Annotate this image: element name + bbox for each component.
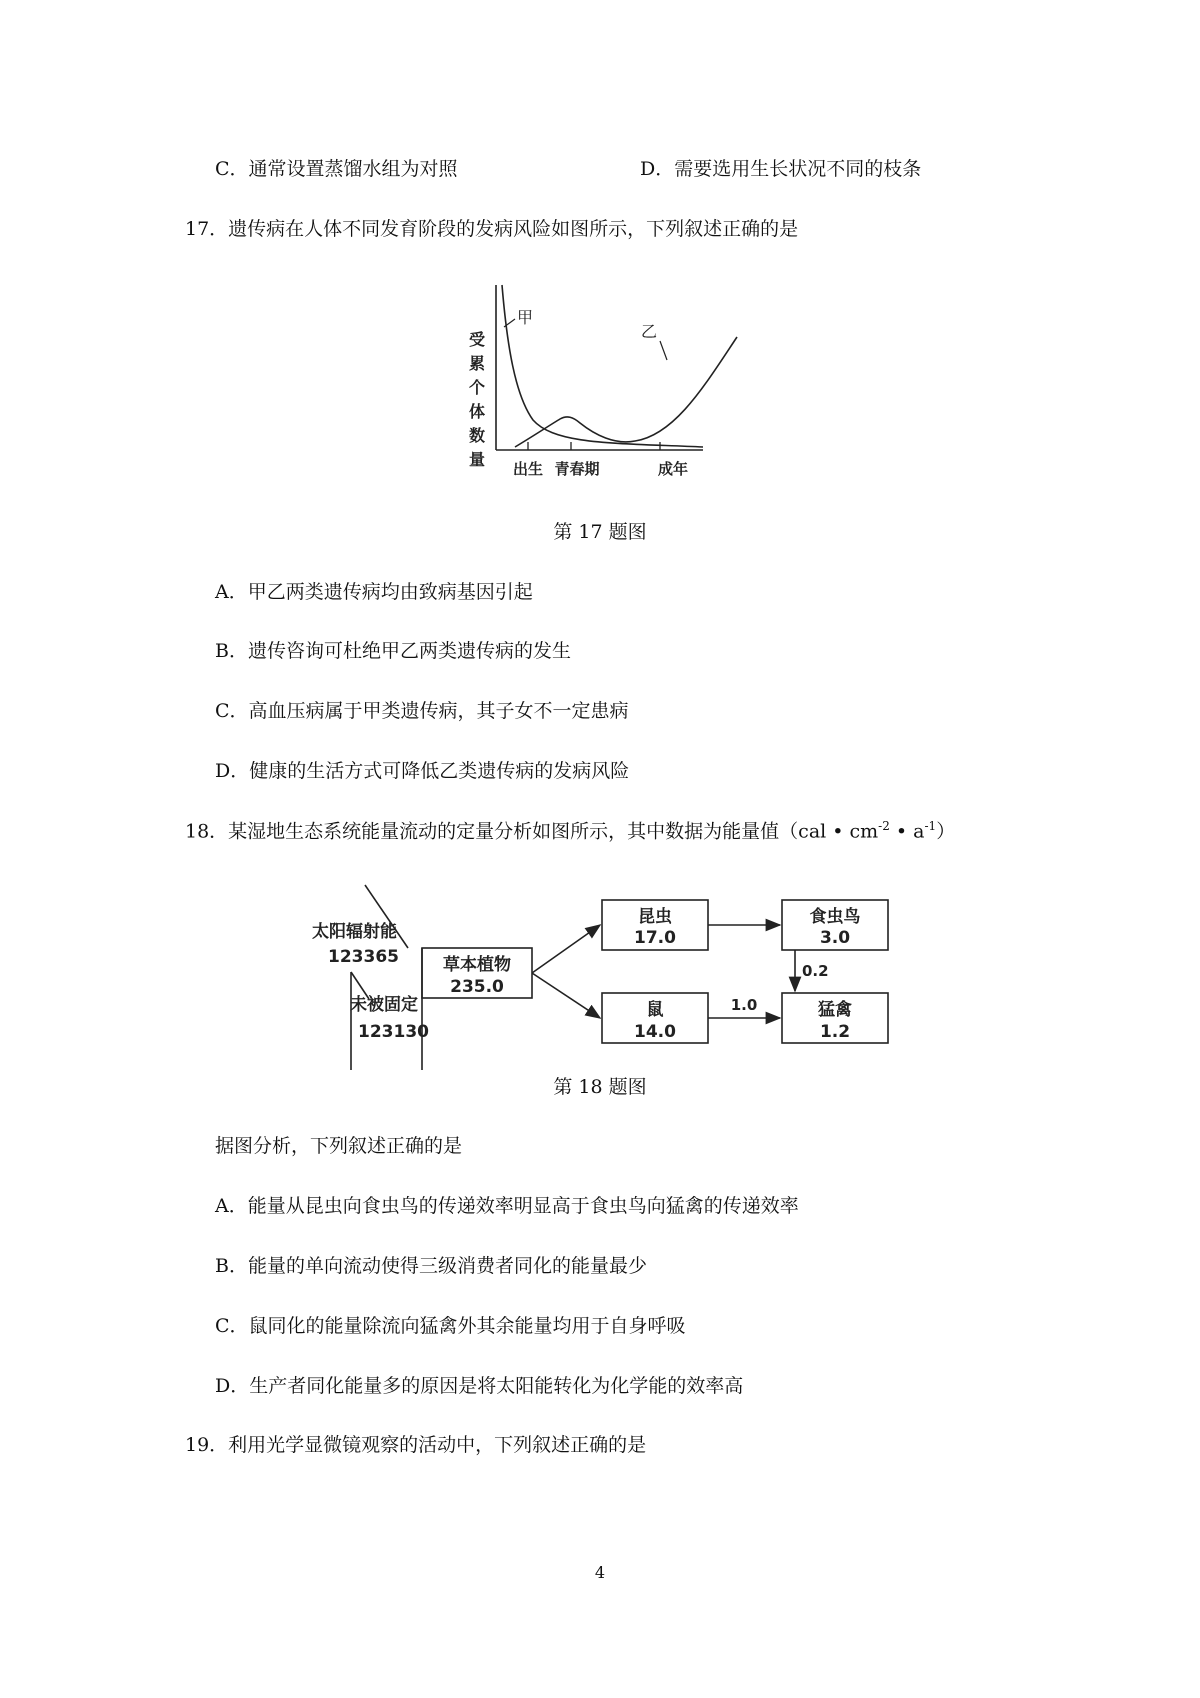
q17-caption: 第 17 题图: [553, 521, 647, 543]
q18-stem-exponent: -2: [878, 819, 890, 833]
q17-option-c: C．高血压病属于甲类遗传病，其子女不一定患病: [215, 700, 629, 722]
q18-stem-unit: • a: [889, 820, 925, 843]
q17-option-b: B．遗传咨询可杜绝甲乙两类遗传病的发生: [215, 640, 571, 662]
q18-option-d: D．生产者同化能量多的原因是将太阳能转化为化学能的效率高: [215, 1375, 744, 1397]
q18-raptor-name: 猛禽: [818, 1000, 852, 1020]
q17-y-label: [469, 330, 485, 469]
q17-ylabel-char: 个: [468, 378, 486, 397]
q18-insect-name: 昆虫: [638, 907, 672, 927]
q18-stem-exponent: -1: [924, 819, 937, 833]
q18-stem-close: ）: [936, 820, 956, 843]
q17-ylabel-char: 数: [468, 426, 486, 445]
q17-x-tick-label: 出生: [512, 460, 544, 478]
q18-flow-mouse-raptor: 1.0: [730, 996, 758, 1014]
q18-bird-name: 食虫鸟: [809, 907, 861, 927]
q17-curve-b-label: 乙: [641, 322, 658, 341]
q18-mouse-name: 鼠: [646, 1000, 664, 1020]
q18-mouse-value: 14.0: [634, 1022, 676, 1042]
q18-sun-value: 123365: [328, 947, 399, 967]
q18-unfixed-value: 123130: [358, 1022, 429, 1042]
page-number: 4: [594, 1563, 606, 1582]
q17-leader-b: [660, 341, 667, 360]
q18-option-b: B．能量的单向流动使得三级消费者同化的能量最少: [215, 1255, 647, 1277]
q17-option-d: D．健康的生活方式可降低乙类遗传病的发病风险: [215, 760, 630, 782]
q18-bird-value: 3.0: [819, 928, 851, 948]
q17-option-a: A．甲乙两类遗传病均由致病基因引起: [215, 581, 533, 603]
q18-option-a: A．能量从昆虫向食虫鸟的传递效率明显高于食虫鸟向猛禽的传递效率: [215, 1195, 799, 1217]
q18-energy-flow-figure: [300, 880, 920, 1080]
q18-arrow-producer-mouse: [532, 973, 600, 1018]
q18-sun-label: 太阳辐射能: [312, 922, 397, 942]
q17-ylabel-char: 体: [468, 402, 486, 421]
q17-stem: 17．遗传病在人体不同发育阶段的发病风险如图所示，下列叙述正确的是: [185, 218, 799, 240]
q19-stem: 19．利用光学显微镜观察的活动中，下列叙述正确的是: [185, 1434, 647, 1456]
q18-caption: 第 18 题图: [553, 1076, 647, 1098]
q18-lead: 据图分析，下列叙述正确的是: [215, 1135, 463, 1157]
q18-producer-value: 235.0: [450, 977, 504, 997]
q18-stem: [185, 820, 955, 841]
q18-arrow-producer-insect: [532, 925, 600, 973]
q16-option-d: D．需要选用生长状况不同的枝条: [640, 158, 922, 180]
q18-flow-bird-raptor: 0.2: [802, 962, 829, 980]
q18-stem-text: 18．某湿地生态系统能量流动的定量分析如图所示，其中数据为能量值（cal • cm: [185, 820, 879, 843]
q18-raptor-value: 1.2: [819, 1022, 851, 1042]
q18-producer-name: 草本植物: [443, 955, 511, 975]
q18-insect-value: 17.0: [634, 928, 676, 948]
q17-curve-a-label: 甲: [517, 308, 534, 327]
q17-x-tick-label: 成年: [657, 460, 689, 478]
q17-ylabel-char: 累: [468, 354, 486, 373]
q18-option-c: C．鼠同化的能量除流向猛禽外其余能量均用于自身呼吸: [215, 1315, 686, 1337]
q16-option-c: C．通常设置蒸馏水组为对照: [215, 158, 458, 180]
q17-risk-figure: [455, 275, 755, 480]
q18-unfixed-label: 未被固定: [350, 995, 418, 1015]
q17-ylabel-char: 量: [468, 450, 486, 469]
q17-x-tick-label: 青春期: [554, 460, 600, 478]
q17-ylabel-char: 受: [468, 330, 486, 349]
